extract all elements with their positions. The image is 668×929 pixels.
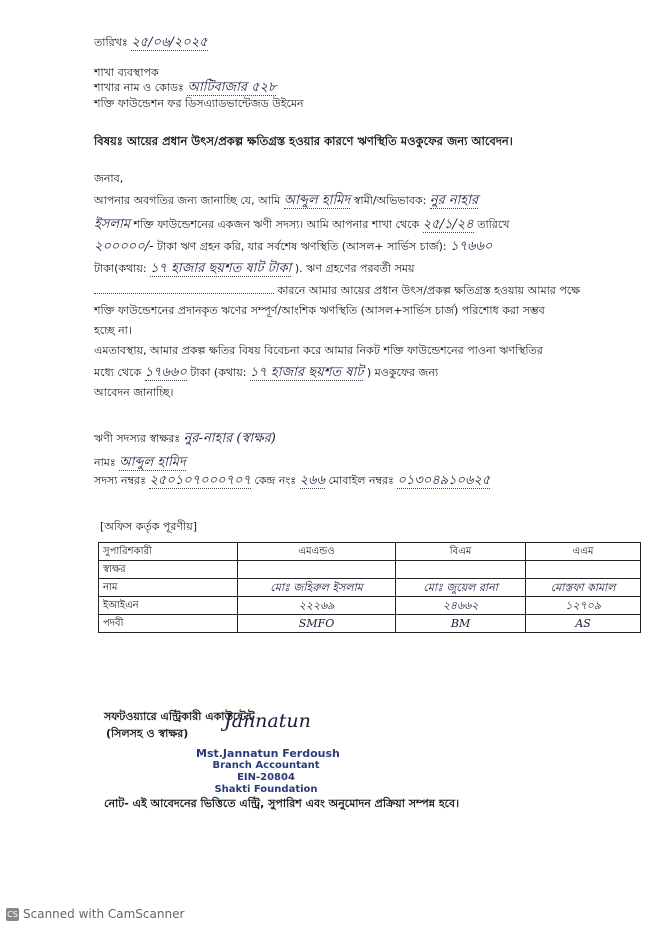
row-label-cell: নাম	[99, 579, 238, 597]
table-row	[99, 597, 641, 615]
stamp-line-3: EIN-20804	[237, 772, 295, 783]
value-cell: ১২৭০৯	[526, 597, 641, 615]
stamp-line-4: Shakti Foundation	[214, 784, 318, 795]
body-text: মধ্যে থেকে	[94, 366, 142, 379]
body-line-5	[94, 284, 580, 298]
member-sig-label: ঋণী সদস্যর স্বাক্ষরঃ	[94, 432, 181, 445]
stamp-line-2: Branch Accountant	[212, 760, 320, 771]
member-name-line	[94, 456, 186, 471]
date-label: তারিখঃ	[94, 36, 128, 49]
body-text: তারিখে	[477, 218, 510, 231]
value-cell: ২৪৬৬২	[396, 597, 526, 615]
value-cell: ২২২৬৯	[238, 597, 396, 615]
waiver-in-words: ১৭ হাজার ছয়শত ষাট	[249, 365, 364, 380]
guardian-name-cont: ইসলাম	[94, 217, 131, 232]
mobile-label: মোবাইল নম্বরঃ	[328, 474, 394, 487]
reason-blank	[94, 293, 274, 294]
value-cell: এএম	[526, 543, 641, 561]
body-line-6: শক্তি ফাউন্ডেশনের প্রদানকৃত ঋণের সম্পূর্ণ/আংশিক ঋণস্থিতি (আসল+সার্ভিস চার্জ) পরিশোধ করা সম্ভব	[94, 304, 545, 317]
body-text: ). ঋণ গ্রহণের পরবর্তী সময়	[294, 262, 415, 275]
centre-number: ২৬৬	[299, 473, 325, 488]
member-number-line	[94, 474, 490, 489]
value-cell	[396, 561, 526, 579]
scanner-text: Scanned with CamScanner	[23, 907, 185, 921]
accountant-signature: Jannatun	[224, 710, 311, 732]
value-cell: SMFO	[238, 615, 396, 633]
body-line-7: হচ্ছে না।	[94, 324, 132, 337]
body-line-8: এমতাবস্থায়, আমার প্রকল্প ক্ষতির বিষয় বিবেচনা করে আমার নিকট শক্তি ফাউন্ডেশনের পাওনা ঋণস্থিতির	[94, 344, 543, 357]
centre-label: কেন্দ্র নংঃ	[254, 474, 297, 487]
accountant-line1: সফটওয়্যারে এন্ট্রিকারী একাউন্টেন্ট	[104, 710, 255, 723]
value-cell: AS	[526, 615, 641, 633]
body-text: স্বামী/অভিভাবক:	[353, 194, 427, 207]
value-cell	[238, 561, 396, 579]
addressee-line1: শাখা ব্যবস্থাপক	[94, 66, 159, 79]
member-signature: নুর-নাহার (স্বাক্ষর)	[183, 431, 276, 446]
value-cell: বিএম	[396, 543, 526, 561]
accountant-line2: (সিলসহ ও স্বাক্ষর)	[106, 727, 189, 740]
loan-date: ২৫/১/২৪	[422, 217, 474, 232]
loan-balance: ১৭৬৬০	[450, 239, 493, 254]
member-no-label: সদস্য নম্বরঃ	[94, 474, 146, 487]
mobile-number: ০১৩০৪৯১০৬২৫	[397, 473, 491, 488]
addressee-line3: শক্তি ফাউন্ডেশন ফর ডিসএ্যাডভান্টেজড উইমেন	[94, 97, 304, 110]
table-row	[99, 543, 641, 561]
salutation: জনাব,	[94, 172, 124, 185]
office-title: [অফিস কর্তৃক পূরণীয়]	[100, 520, 197, 533]
row-label-cell: ইআইএন	[99, 597, 238, 615]
guardian-name: নুর নাহার	[429, 193, 479, 208]
body-text: শক্তি ফাউন্ডেশনের একজন ঋণী সদস্য। আমি আপনার শাখা থেকে	[133, 218, 420, 231]
branch-label: শাখার নাম ও কোডঃ	[94, 81, 184, 94]
body-text: কারনে আমার আয়ের প্রধান উৎস/প্রকল্প ক্ষতিগ্রস্ত হওয়ায় আমার পক্ষে	[277, 284, 581, 297]
member-name-label: নামঃ	[94, 456, 116, 469]
body-text: টাকা ঋণ গ্রহন করি, যার সর্বশেষ ঋণস্থিতি (আসল+ সার্ভিস চার্জ):	[157, 240, 447, 253]
stamp-line-1: Mst.Jannatun Ferdoush	[196, 747, 340, 760]
loan-amount: ২০০০০০/-	[94, 239, 154, 254]
waiver-amount: ১৭৬৬০	[144, 365, 187, 380]
value-cell: BM	[396, 615, 526, 633]
date-line	[94, 36, 208, 51]
value-cell: মোঃ জুয়েল রানা	[396, 579, 526, 597]
accountant-stamp	[196, 747, 340, 796]
scanner-footer	[6, 907, 184, 921]
note: নোট- এই আবেদনের ভিত্তিতে এন্ট্রি, সুপারিশ এবং অনুমোদন প্রক্রিয়া সম্পন্ন হবে।	[104, 797, 460, 810]
value-cell: এমএন্ডও	[238, 543, 396, 561]
subject: বিষয়ঃ আয়ের প্রধান উৎস/প্রকল্প ক্ষতিগ্রস্ত হওয়ার কারণে ঋণস্থিতি মওকুফের জন্য আবেদন।	[94, 134, 513, 148]
date-value: ২৫/০৬/২০২৫	[131, 35, 208, 50]
member-signature-line	[94, 432, 276, 446]
body-line-4	[94, 262, 414, 277]
body-line-2	[94, 218, 509, 233]
body-line-1	[94, 194, 478, 209]
camscanner-logo-icon: CS	[7, 910, 18, 919]
applicant-name: আব্দুল হামিদ	[283, 193, 351, 208]
member-name: আব্দুল হামিদ	[119, 455, 186, 470]
body-line-10: আবেদন জানাচ্ছি।	[94, 386, 174, 399]
body-text: টাকা(কথায়:	[94, 262, 147, 275]
body-line-9	[94, 366, 438, 381]
body-text: ) মওকুফের জন্য	[366, 366, 439, 379]
branch-value: আটিবাজার ৫২৮	[187, 80, 277, 95]
value-cell	[526, 561, 641, 579]
value-cell: মোঃ জহিরুল ইসলাম	[238, 579, 396, 597]
table-row	[99, 615, 641, 633]
table-row	[99, 561, 641, 579]
value-cell: মোস্তফা কামাল	[526, 579, 641, 597]
body-line-3	[94, 240, 492, 254]
table-row	[99, 579, 641, 597]
row-label-cell: সুপারিশকারী	[99, 543, 238, 561]
body-text: আপনার অবগতির জন্য জানাচ্ছি যে, আমি	[94, 194, 281, 207]
row-label-cell: স্বাক্ষর	[99, 561, 238, 579]
balance-in-words: ১৭ হাজার ছয়শত ষাট টাকা	[150, 261, 292, 276]
body-text: টাকা (কথায়:	[190, 366, 247, 379]
office-table	[98, 542, 641, 633]
member-number: ২৫০১০৭০০০৭০৭	[149, 473, 251, 488]
addressee-line2	[94, 81, 276, 96]
row-label-cell: পদবী	[99, 615, 238, 633]
